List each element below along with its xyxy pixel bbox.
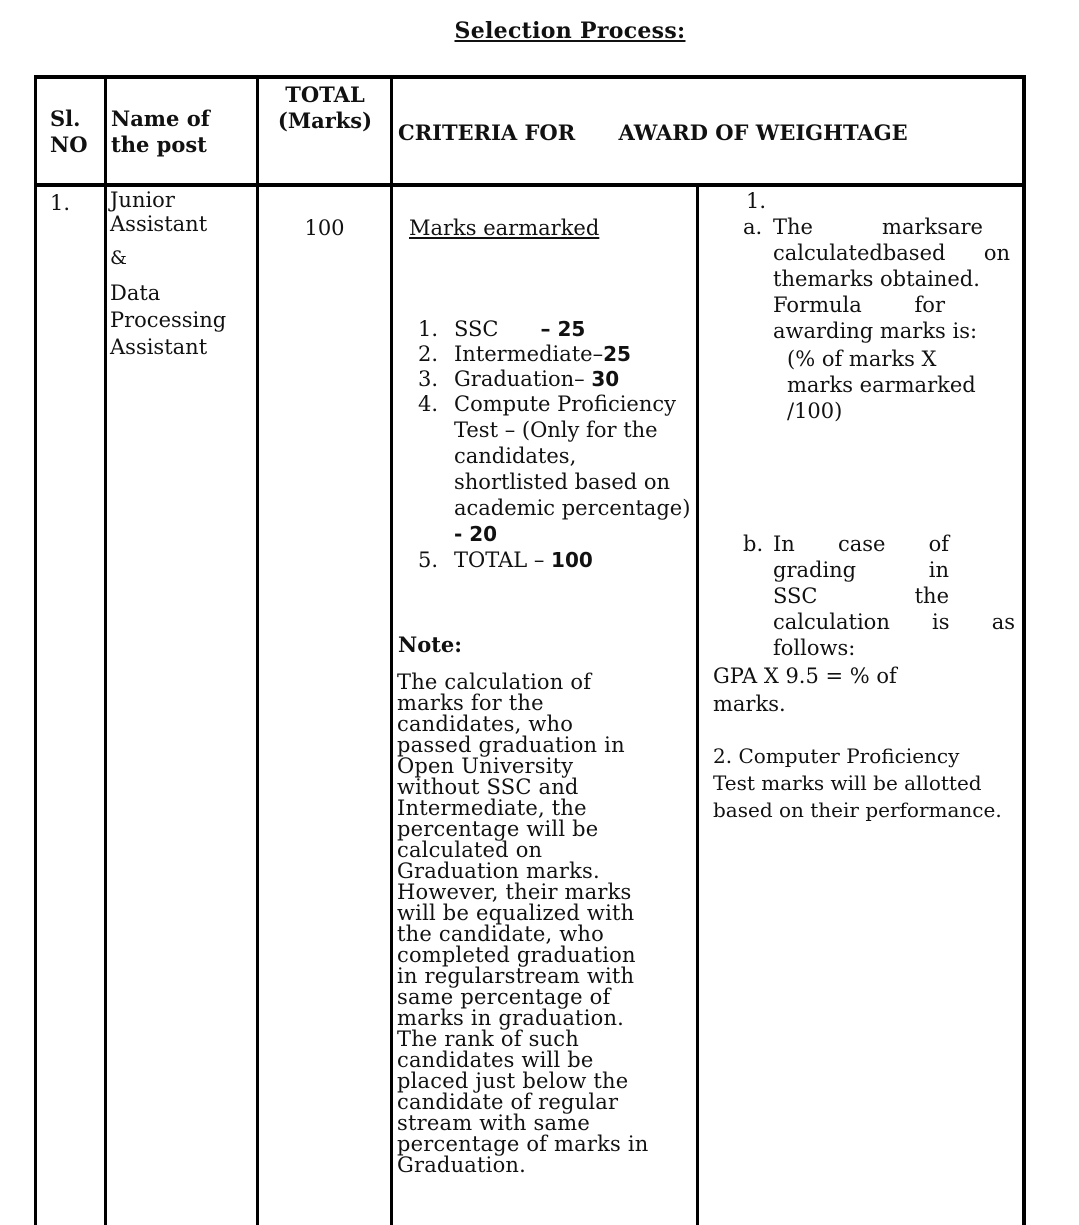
post-name-line: Assistant [110,335,208,359]
list-item-number: 4. [418,392,439,416]
weightage-a-line: The marksare [773,215,983,239]
weightage-a-label: a. [743,215,763,239]
list-item-value: 100 [551,548,593,572]
list-item-value: - 20 [454,522,498,546]
list-item-value: 30 [591,367,620,391]
weightage-a-line: Formula for [773,293,945,317]
header-total-marks [262,82,388,134]
marks-earmarked-heading: Marks earmarked [409,216,600,240]
header-sl-no [50,106,104,158]
list-item-label: Graduation– [454,367,592,391]
formula-line: (% of marks X [787,347,937,371]
note-line: marks in graduation. [397,1006,625,1030]
weightage-b-line: calculation is as [773,610,1015,634]
gpa-line: marks. [713,692,786,716]
note-line: completed graduation [397,943,636,967]
list-item-label-wrap [454,391,692,547]
note-label: Note: [398,632,463,657]
list-item-label: TOTAL – [454,548,552,572]
computer-proficiency-note [713,743,1019,824]
list-item-label: Compute Proficiency Test – (Only for the candidates, shortlisted based on academic percentage) [454,392,691,520]
list-item [418,342,693,367]
page-title: Selection Process: [454,18,686,44]
note-line: will be equalized with [397,901,635,925]
marks-list [418,316,693,573]
weightage-b-line: In case of [773,532,949,556]
weightage-b-text [773,531,1015,661]
note-line: calculated on [397,838,543,862]
post-name-line: Processing [110,308,227,332]
note-line: passed graduation in [397,733,625,757]
header-total-marks-text: TOTAL (Marks) [277,82,373,133]
note-line: The calculation of [397,670,592,694]
total-marks-value: 100 [304,216,345,240]
weightage-b-line: SSC the [773,584,949,608]
note-line: percentage of marks in [397,1132,649,1156]
table-right-border [1022,75,1026,1225]
weightage-a-line: awarding marks is: [773,319,978,343]
note-line: stream with same [397,1111,590,1135]
post-name-line: Junior [110,188,175,212]
list-item [418,367,693,391]
list-item-label: Intermediate– [454,342,604,366]
proficiency-line: Test marks will be allotted [713,771,982,795]
list-item-number: 1. [418,317,439,341]
col-divider-4 [696,185,699,1225]
note-line: Intermediate, the [397,796,587,820]
row-serial-number: 1. [50,191,71,215]
table-top-border [34,75,1026,79]
note-line: placed just below the [397,1069,629,1093]
header-sl-no-text: Sl. NO [50,106,88,157]
list-item-number: 3. [418,367,439,391]
col-divider-3 [390,75,393,1225]
weightage-b-line: grading in [773,558,949,582]
note-line: Graduation. [397,1153,527,1177]
list-item-number: 2. [418,342,439,366]
post-name-cell [110,188,226,361]
weightage-a-line: themarks obtained. [773,267,980,291]
post-name-ampersand: & [110,247,127,269]
formula-line: /100) [787,399,843,423]
proficiency-line: 2. Computer Proficiency [713,744,960,768]
list-item-value: – 25 [540,317,586,341]
list-item [418,391,693,547]
list-item-label: SSC [454,317,499,341]
header-criteria-part1: CRITERIA FOR [398,120,576,145]
list-item [418,547,693,573]
post-name-line: Assistant [110,212,208,236]
header-name-of-post-text: Name of the post [111,106,210,157]
note-line: percentage will be [397,817,599,841]
list-item-value: 25 [603,342,631,366]
header-criteria [398,120,1018,146]
note-line: candidates will be [397,1048,594,1072]
note-line: candidate of regular [397,1090,619,1114]
col-divider-2 [256,75,259,1225]
note-body [397,672,693,1176]
note-line: However, their marks [397,880,632,904]
note-line: candidates, who [397,712,574,736]
header-criteria-part2: AWARD OF WEIGHTAGE [618,120,908,145]
note-line: same percentage of [397,985,611,1009]
header-bottom-border [34,183,1026,187]
weightage-a-line: calculatedbased on [773,241,1010,265]
note-line: The rank of such [397,1027,579,1051]
list-item-number: 5. [418,548,439,572]
header-name-of-post [111,106,251,158]
weightage-formula [787,346,976,424]
weightage-item-1-number: 1. [746,189,767,213]
formula-line: marks earmarked [787,373,976,397]
note-line: Open University [397,754,574,778]
proficiency-line: based on their performance. [713,798,1002,822]
list-item [418,316,693,342]
note-line: Graduation marks. [397,859,600,883]
post-name-line: Data [110,281,161,305]
col-divider-1 [104,75,107,1225]
weightage-a-text [773,214,1010,344]
note-line: in regularstream with [397,964,635,988]
table-left-border [34,75,37,1225]
note-line: without SSC and [397,775,579,799]
weightage-b-label: b. [743,532,764,556]
weightage-b-line: follows: [773,636,856,660]
gpa-line: GPA X 9.5 = % of [713,664,897,688]
note-line: marks for the [397,691,544,715]
note-line: the candidate, who [397,922,604,946]
gpa-formula [713,662,897,718]
